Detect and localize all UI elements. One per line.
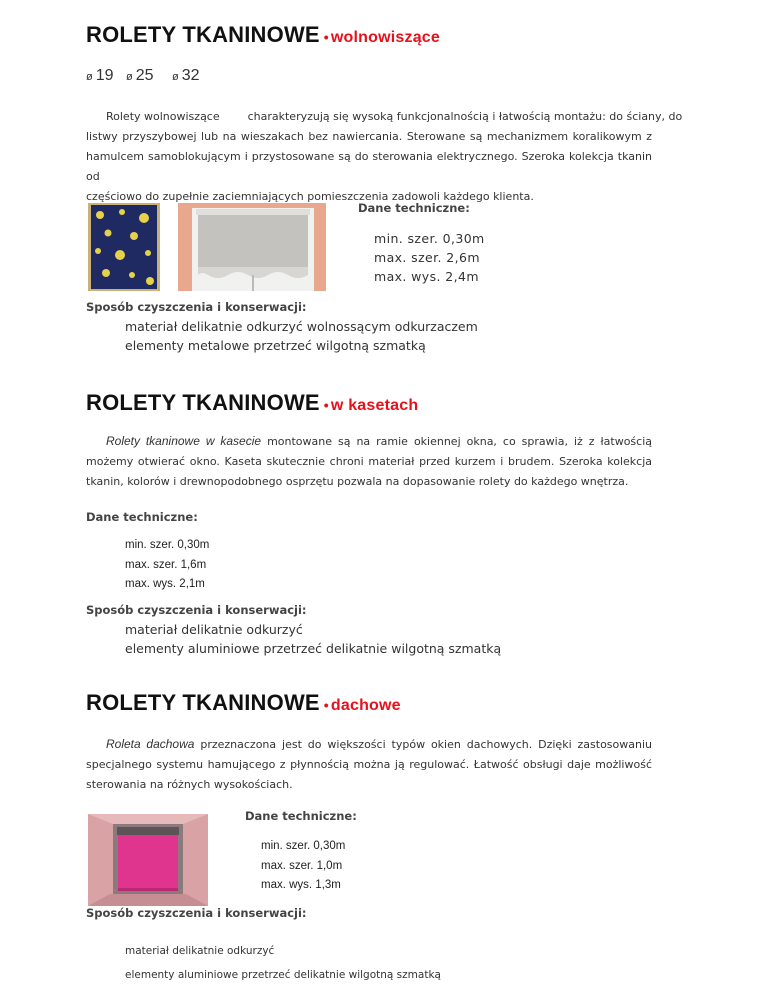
diameter-item: ø 25 bbox=[125, 67, 154, 84]
tech-label: Dane techniczne: bbox=[245, 809, 357, 823]
section-heading-w-kasetach bbox=[86, 390, 418, 416]
care-item: elementy metalowe przetrzeć wilgotną szmatką bbox=[125, 338, 426, 353]
tech-spec-min-width: min. szer. 0,30m bbox=[125, 539, 210, 551]
care-instructions bbox=[125, 317, 478, 355]
tech-spec-max-width: max. szer. 2,6m bbox=[374, 250, 480, 265]
care-instructions bbox=[125, 620, 501, 658]
diameter-item: ø 32 bbox=[171, 67, 200, 84]
heading-bullet: • bbox=[323, 697, 329, 713]
heading-bullet: • bbox=[323, 29, 329, 45]
tech-specs bbox=[261, 837, 345, 896]
description-w-kasetach: Rolety tkaninowe w kasecie montowane są na ramie okiennej okna, co sprawia, iż z łatwością możemy otwierać okno. Kaseta skutecznie chroni materiał przed kurzem i brudem. Szeroka kolekcja tkanin, kolorów i drewnopodobnego osprzętu pozwala na dopasowanie rolety do każdego wnętrza. bbox=[86, 434, 653, 488]
description-dachowe: Roleta dachowa przeznaczona jest do większości typów okien dachowych. Dzięki zastosowaniu specjalnego systemu hamującego z płynnością można ją regulować. Łatwość obsługi daje możliwość sterowania na różnych wysokościach. bbox=[86, 737, 652, 791]
care-label: Sposób czyszczenia i konserwacji: bbox=[86, 603, 307, 617]
blind-photo-window bbox=[178, 203, 326, 291]
description-wolnowiszace: Rolety wolnowiszące charakteryzują się wysoką funkcjonalnością i łatwością montażu: do ściany, do listwy przyszybowej lub na wieszakach bez nawiercania. Sterowane są mechanizmem koralikowym z hamulcem samoblokującym i przystosowane są do sterowania elektrycznego. Szeroka kolekcja tkanin od częściowo do zupełnie zaciemniających pomieszczenia zadowoli każdego klienta. bbox=[86, 110, 683, 203]
care-item: materiał delikatnie odkurzyć bbox=[125, 622, 303, 637]
heading-subtitle: w kasetach bbox=[330, 397, 419, 414]
tech-spec-max-width: max. szer. 1,0m bbox=[261, 859, 343, 872]
tech-label: Dane techniczne: bbox=[358, 201, 470, 215]
diameter-item: ø 19 bbox=[86, 67, 114, 84]
tech-spec-max-width: max. szer. 1,6m bbox=[125, 558, 207, 571]
care-label: Sposób czyszczenia i konserwacji: bbox=[86, 300, 307, 314]
tech-spec-min-width: min. szer. 0,30m bbox=[261, 840, 346, 852]
blind-photo-roof bbox=[88, 814, 208, 906]
tech-spec-max-height: max. wys. 1,3m bbox=[261, 879, 341, 891]
care-instructions bbox=[125, 939, 441, 987]
heading-title: ROLETY TKANINOWE bbox=[86, 22, 320, 47]
tech-spec-max-height: max. wys. 2,4m bbox=[374, 269, 479, 284]
diameter-list bbox=[86, 67, 200, 85]
blind-photo-stars bbox=[88, 203, 160, 291]
tech-spec-max-height: max. wys. 2,1m bbox=[125, 578, 205, 590]
care-item: materiał delikatnie odkurzyć bbox=[125, 945, 275, 957]
tech-specs bbox=[374, 229, 485, 286]
heading-title: ROLETY TKANINOWE bbox=[86, 390, 320, 415]
heading-subtitle: wolnowiszące bbox=[330, 29, 441, 46]
tech-spec-min-width: min. szer. 0,30m bbox=[374, 231, 485, 246]
section-heading-dachowe bbox=[86, 690, 401, 716]
tech-label: Dane techniczne: bbox=[86, 510, 198, 524]
care-label: Sposób czyszczenia i konserwacji: bbox=[86, 906, 307, 920]
care-item: materiał delikatnie odkurzyć wolnossącym odkurzaczem bbox=[125, 319, 478, 334]
section-heading-wolnowiszace bbox=[86, 22, 440, 48]
diameter-icon: ø bbox=[125, 71, 133, 83]
heading-title: ROLETY TKANINOWE bbox=[86, 690, 320, 715]
heading-bullet: • bbox=[323, 397, 329, 413]
tech-specs bbox=[125, 536, 209, 595]
diameter-icon: ø bbox=[86, 71, 93, 83]
diameter-icon: ø bbox=[171, 71, 179, 83]
heading-subtitle: dachowe bbox=[330, 697, 401, 714]
care-item: elementy aluminiowe przetrzeć delikatnie wilgotną szmatką bbox=[125, 969, 441, 981]
care-item: elementy aluminiowe przetrzeć delikatnie wilgotną szmatką bbox=[125, 641, 502, 656]
